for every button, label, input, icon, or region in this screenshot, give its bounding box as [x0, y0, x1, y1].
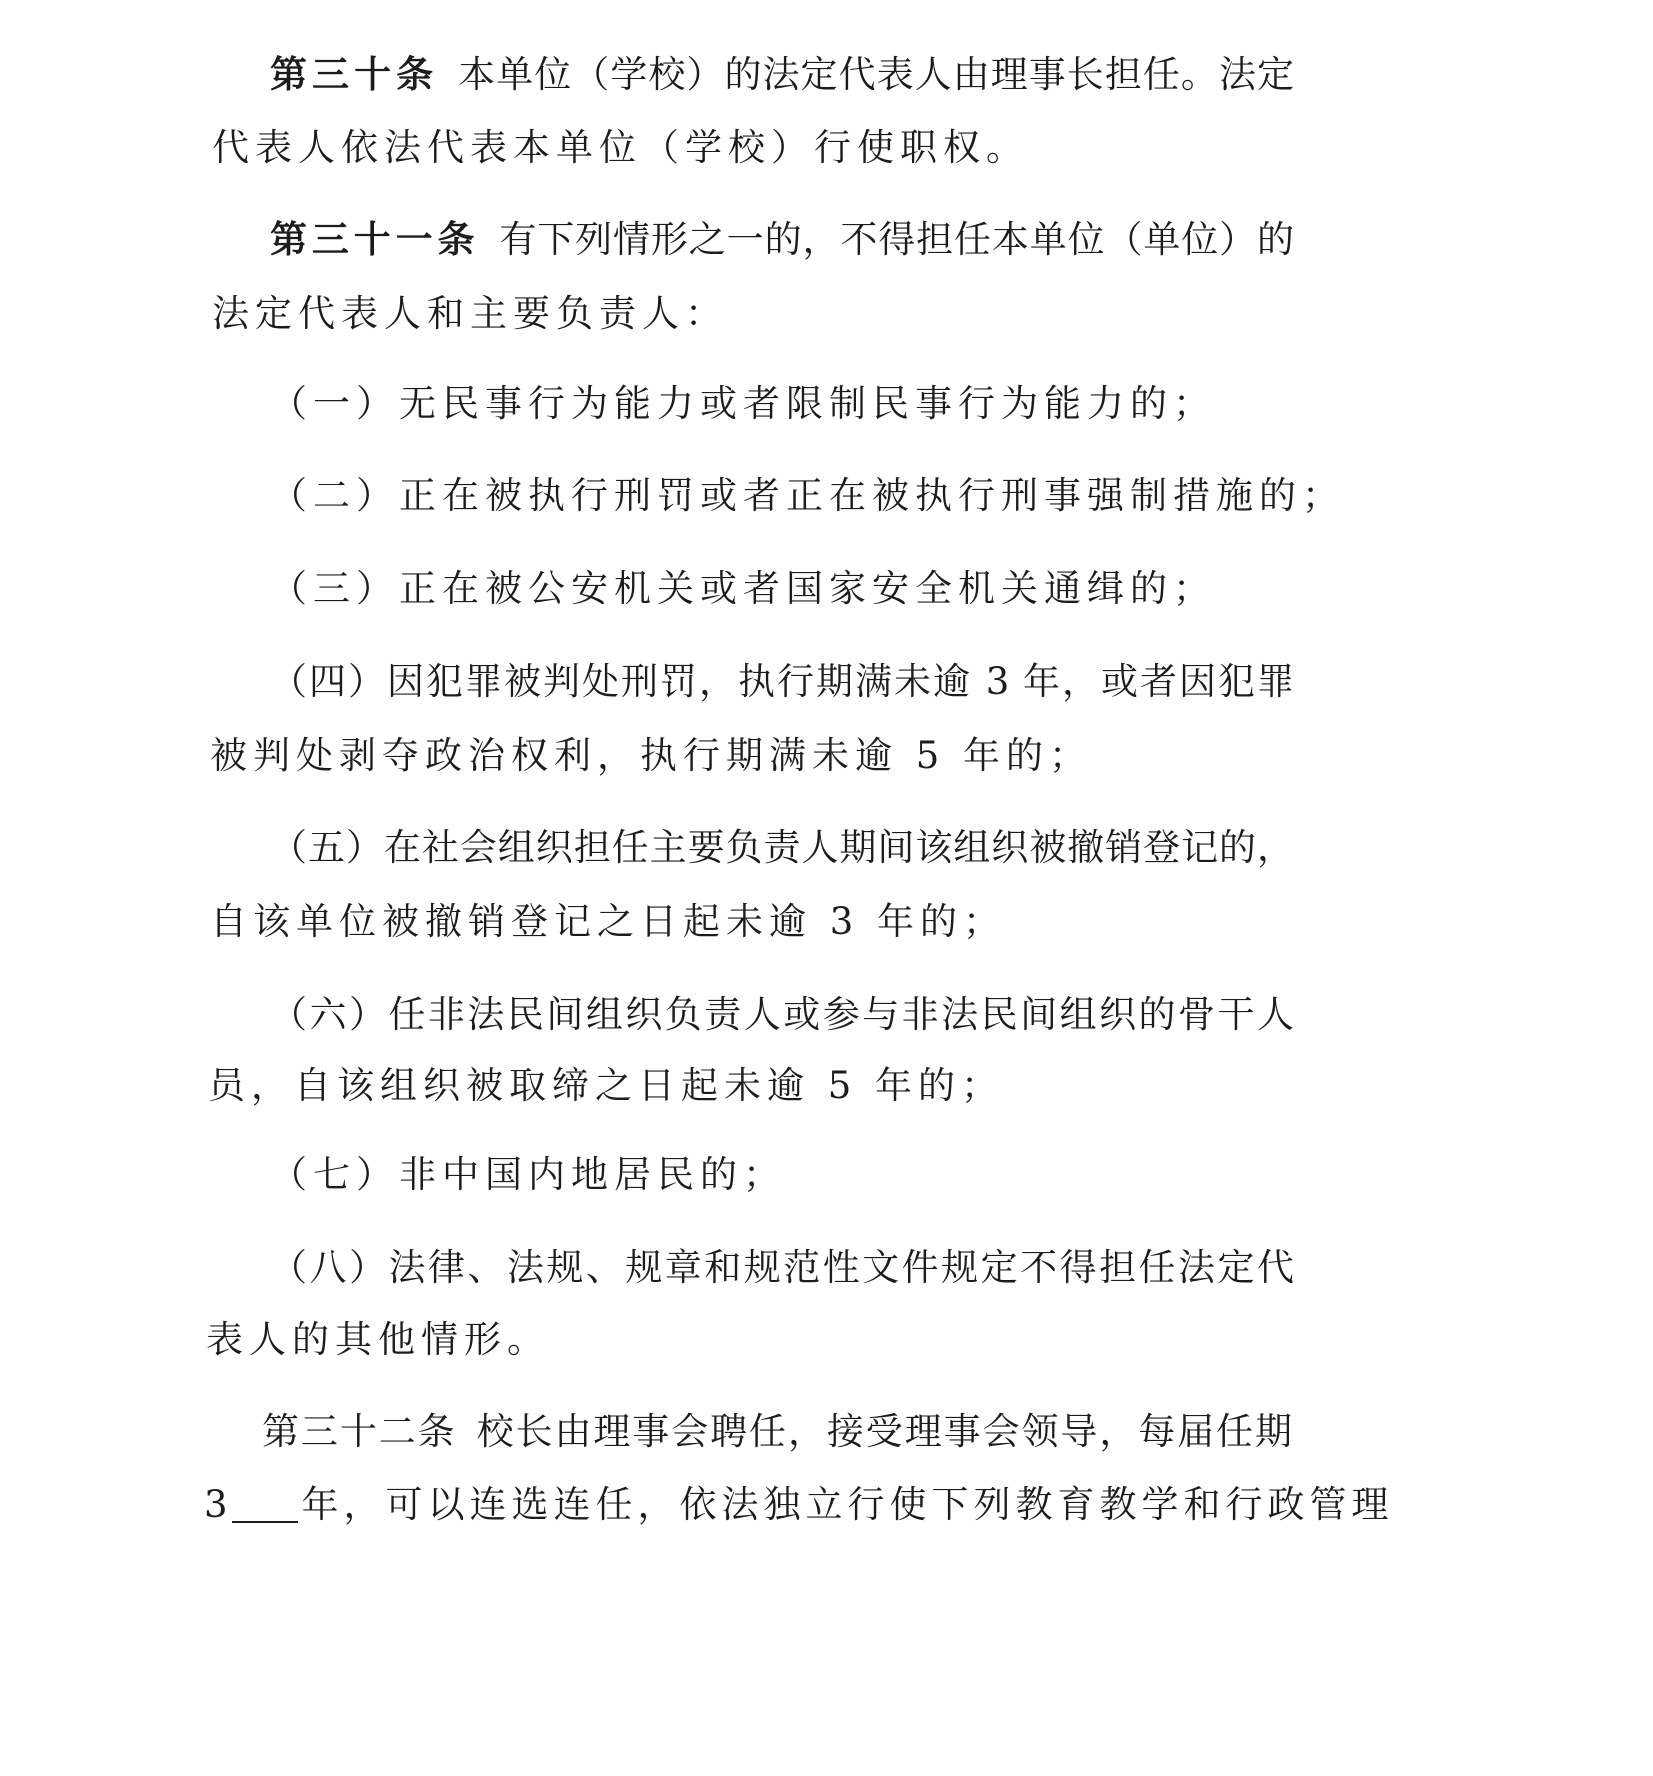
- list-item-6-line-1: （六）任非法民间组织负责人或参与非法民间组织的骨干人: [270, 993, 1294, 1036]
- article-32-text: 校长由理事会聘任，接受理事会领导，每届任期: [476, 1410, 1293, 1453]
- article-32-label: 第三十二条: [262, 1410, 457, 1453]
- article-31-line-2: 法定代表人和主要负责人：: [212, 292, 728, 335]
- list-item-3: （三）正在被公安机关或者国家安全机关通缉的；: [270, 567, 1216, 610]
- article-31-line-1: [270, 211, 1294, 267]
- article-32-line-2-text: 年，可以连选连任，依法独立行使下列教育教学和行政管理: [301, 1483, 1394, 1526]
- list-item-2: （二）正在被执行刑罚或者正在被执行刑事强制措施的；: [270, 474, 1345, 517]
- list-item-5-line-1: （五）在社会组织担任主要负责人期间该组织被撤销登记的，: [270, 826, 1294, 869]
- article-30-line-1: [270, 46, 1294, 102]
- article-32-line-1: [262, 1404, 1292, 1460]
- article-32-line-2: [204, 1477, 1394, 1533]
- list-item-4-line-2: 被判处剥夺政治权利，执行期满未逾 5 年的；: [210, 734, 1093, 777]
- article-30-line-2: 代表人依法代表本单位（学校）行使职权。: [212, 126, 1029, 169]
- list-item-5-line-2: 自该单位被撤销登记之日起未逾 3 年的；: [210, 900, 1007, 943]
- article-30-label: 第三十条: [270, 52, 439, 96]
- article-30-text: 本单位（学校）的法定代表人由理事长担任。法定: [458, 53, 1295, 96]
- term-length-value: 3: [204, 1483, 228, 1526]
- article-31-label: 第三十一条: [270, 217, 480, 261]
- list-item-6-line-2: 员，自该组织被取缔之日起未逾 5 年的；: [208, 1064, 1005, 1107]
- list-item-8-line-1: （八）法律、法规、规章和规范性文件规定不得担任法定代: [270, 1246, 1294, 1289]
- term-underline: [232, 1481, 298, 1523]
- article-31-text: 有下列情形之一的，不得担任本单位（单位）的: [499, 218, 1295, 261]
- list-item-4-line-1: （四）因犯罪被判处刑罚，执行期满未逾 3 年，或者因犯罪: [270, 660, 1294, 703]
- list-item-8-line-2: 表人的其他情形。: [206, 1318, 550, 1361]
- list-item-7: （七）非中国内地居民的；: [270, 1153, 786, 1196]
- list-item-1: （一）无民事行为能力或者限制民事行为能力的；: [270, 382, 1216, 425]
